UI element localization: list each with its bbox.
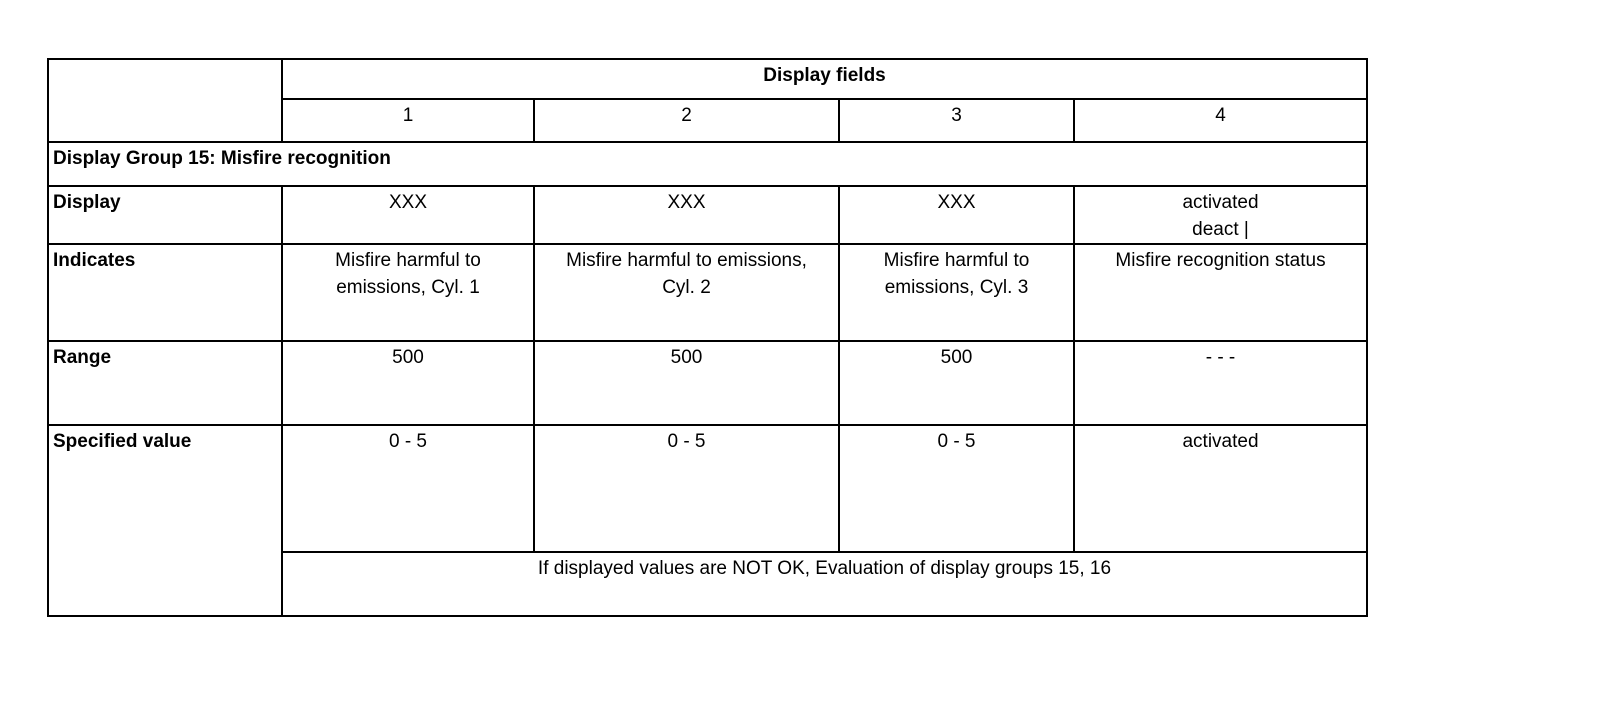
range-value-4: - - - [1074,341,1367,425]
range-value-2: 500 [534,341,839,425]
specified-value-2: 0 - 5 [534,425,839,552]
footer-note: If displayed values are NOT OK, Evaluation of display groups 15, 16 [282,552,1367,616]
indicates-value-2-line1: Misfire harmful to emissions, [566,250,807,271]
indicates-value-4: Misfire recognition status [1074,244,1367,341]
indicates-value-1 [282,244,534,341]
indicates-value-2 [534,244,839,341]
display-value-4-line1: activated [1182,192,1259,213]
group-title: Display Group 15: Misfire recognition [48,142,1367,186]
specified-value-row [48,425,1367,552]
indicates-value-2-line2: Cyl. 2 [662,277,711,298]
indicates-value-1-line2: emissions, Cyl. 1 [336,277,480,298]
header-row-fields [48,59,1367,99]
header-corner-cell [48,59,282,142]
range-value-3: 500 [839,341,1074,425]
display-value-4 [1074,186,1367,244]
range-row [48,341,1367,425]
specified-value-row-label: Specified value [48,425,282,616]
field-number-1: 1 [282,99,534,142]
indicates-value-1-line1: Misfire harmful to [335,250,481,271]
specified-value-4: activated [1074,425,1367,552]
indicates-row [48,244,1367,341]
specified-value-3: 0 - 5 [839,425,1074,552]
display-group-table [47,58,1368,617]
display-value-3: XXX [839,186,1074,244]
field-number-3: 3 [839,99,1074,142]
display-row [48,186,1367,244]
indicates-value-3-line2: emissions, Cyl. 3 [884,277,1029,298]
display-value-1: XXX [282,186,534,244]
field-number-2: 2 [534,99,839,142]
display-row-label: Display [48,186,282,244]
field-number-4: 4 [1074,99,1367,142]
indicates-row-label: Indicates [48,244,282,341]
display-fields-header: Display fields [282,59,1367,99]
indicates-value-3-line1: Misfire harmful to [883,250,1030,271]
group-title-row [48,142,1367,186]
display-value-4-line2: deact | [1192,219,1249,240]
indicates-value-3 [839,244,1074,341]
range-row-label: Range [48,341,282,425]
range-value-1: 500 [282,341,534,425]
display-value-2: XXX [534,186,839,244]
specified-value-1: 0 - 5 [282,425,534,552]
